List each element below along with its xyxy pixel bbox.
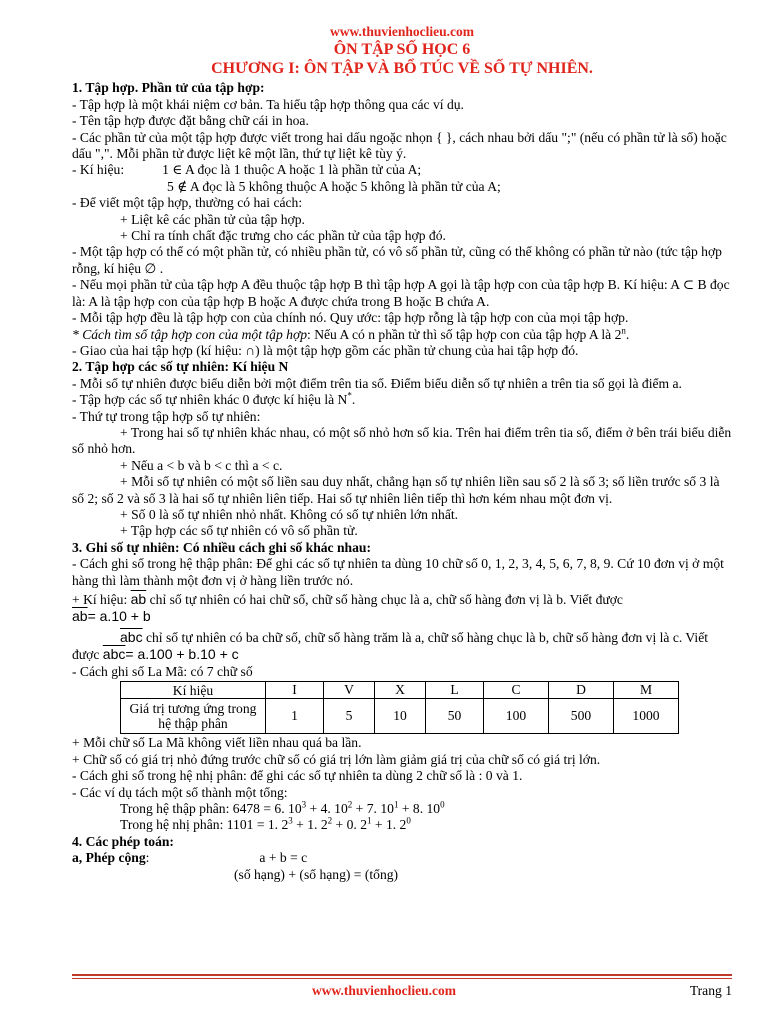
s3-line-4: - Cách ghi số La Mã: có 7 chữ số [72, 663, 253, 679]
addition-line: a, Phép cộng: a + b = c [72, 850, 308, 866]
abc-overline: $\overline{abc}$ [120, 628, 143, 645]
s1-line-9: * Cách tìm số tập hợp con của một tập hợp: Nếu A có n phần tử thì số tập hợp con của tập hợp A là 2$^n$. [72, 324, 630, 342]
chapter-title: CHƯƠNG I: ÔN TẬP VÀ BỔ TÚC VỀ SỐ TỰ NHIÊN. [211, 60, 593, 78]
s1-line-3: - Các phần tử của một tập hợp được viết trong hai dấu ngoặc nhọn { }, cách nhau bởi dấu ";" (nếu có phần tử là số) hoặc dấu ",". Mỗi phần tử được liệt kê một lần, thứ tự liệt kê tùy ý. [72, 129, 727, 162]
s3-line-8: - Các ví dụ tách một số thành một tổng: [72, 784, 288, 800]
footer-divider [72, 974, 732, 976]
binary-example: Trong hệ nhị phân: 1101 = 1. $2^3 + 1$. $2^2 + 0$. $2^1 + 1$. $2^0$ [120, 815, 411, 833]
s3-notation-abc: $\overline{abc}$ chỉ số tự nhiên có ba chữ số, chữ số hàng trăm là a, chữ số hàng chục là b, chữ số hàng đơn vị là c. Viết được $\overline{abc}= a.100 + b.10 + c$ [72, 628, 709, 663]
s3-line-7: - Cách ghi số trong hệ nhị phân: để ghi các số tự nhiên ta dùng 2 chữ số là : 0 và 1. [72, 768, 523, 784]
s3-notation-ab: + Kí hiệu: $\overline{ab}$ chỉ số tự nhiên có hai chữ số, chữ số hàng chục là a, chữ số hàng đơn vị là b. Viết được [72, 591, 623, 607]
s1-notation-1: - Kí hiệu: 1 ∈ A đọc là 1 thuộc A hoặc 1 là phần tử của A; [72, 162, 422, 178]
header-site-link[interactable]: www.thuvienhoclieu.com [329, 24, 474, 39]
s2-order-1: + Trong hai số tự nhiên khác nhau, có một số nhỏ hơn số kia. Trên hai điểm trên tia số, điểm ở bên trái biểu diễn số nhỏ hơn. [72, 424, 732, 457]
footer-divider-thin [72, 978, 732, 979]
table-row: Giá trị tương ứng trong hệ thập phân 1 5 10 50 100 500 1000 [121, 699, 679, 734]
section-3-heading: 3. Ghi số tự nhiên: Có nhiều cách ghi số khác nhau: [72, 539, 371, 555]
s1-line-7: - Nếu mọi phần tử của tập hợp A đều thuộc tập hợp B thì tập hợp A gọi là tập hợp con của tập hợp B. Kí hiệu: A ⊂ B đọc là: A là tập hợp con của tập hợp B hoặc A được chứa trong B hoặc B chứa A. [72, 277, 730, 309]
roman-numeral-table [120, 681, 679, 734]
section-4-heading: 4. Các phép toán: [72, 833, 174, 849]
s2-line-3: - Thứ tự trong tập hợp số tự nhiên: [72, 408, 261, 424]
s2-order-3: + Mỗi số tự nhiên có một số liền sau duy nhất, chẳng hạn số tự nhiên liền sau số 2 là số 3; số liền trước số 3 là số 2; số 2 và số 3 là hai số tự nhiên liên tiếp. Hai số tự nhiên liên tiếp thì hơn kém nhau một đơn vị. [72, 474, 720, 506]
s2-order-5: + Tập hợp các số tự nhiên có vô số phần tử. [120, 523, 358, 539]
s1-line-6: - Một tập hợp có thể có một phần tử, có nhiều phần tử, có vô số phần tử, cũng có thể không có phần tử nào (tức tập hợp rỗng, kí hiệu ∅ . [72, 244, 722, 276]
section-2-heading: 2. Tập hợp các số tự nhiên: Kí hiệu N [72, 359, 289, 375]
s3-line-5: + Mỗi chữ số La Mã không viết liền nhau quá ba lần. [72, 735, 362, 751]
s2-line-2: - Tập hợp các số tự nhiên khác 0 được kí hiệu là N*. [72, 390, 356, 408]
addition-terms: (số hạng) + (số hạng) = (tổng) [234, 866, 399, 882]
section-1-heading: 1. Tập hợp. Phần tử của tập hợp: [72, 80, 265, 96]
s1-method-1: + Liệt kê các phần tử của tập hợp. [120, 211, 305, 227]
s1-notation-2: 5 ∉ A đọc là 5 không thuộc A hoặc 5 không là phần tử của A; [167, 178, 501, 194]
decimal-example: Trong hệ thập phân: 6478 = 6. $10^3 + 4$. $10^2 + 7$. $10^1 + 8$. $10^0$ [120, 799, 445, 817]
s3-ab-formula: $\overline{ab}= a.10 + b$ [72, 608, 151, 625]
s1-line-1: - Tập hợp là một khái niệm cơ bản. Ta hiểu tập hợp thông qua các ví dụ. [72, 96, 464, 112]
document-page [72, 24, 732, 883]
s3-line-6: + Chữ số có giá trị nhỏ đứng trước chữ số có giá trị lớn làm giảm giá trị của chữ số có giá trị lớn. [72, 751, 601, 767]
ab-overline: $\overline{ab}$ [130, 591, 147, 607]
s2-line-1: - Mỗi số tự nhiên được biểu diễn bởi một điểm trên tia số. Điểm biểu diễn số tự nhiên a trên tia số gọi là điểm a. [72, 375, 682, 391]
s3-line-1: - Cách ghi số trong hệ thập phân: Để ghi các số tự nhiên ta dùng 10 chữ số 0, 1, 2, 3, 4, 5, 6, 7, 8, 9. Cứ 10 đơn vị ở một hàng thì làm thành một đơn vị ở hàng liền trước nó. [72, 556, 724, 588]
s2-order-4: + Số 0 là số tự nhiên nhỏ nhất. Không có số tự nhiên lớn nhất. [120, 506, 459, 522]
s2-order-2: + Nếu a < b và b < c thì a < c. [120, 457, 283, 473]
page-number: Trang 1 [689, 983, 732, 998]
s1-line-5: - Để viết một tập hợp, thường có hai cách: [72, 195, 303, 211]
document-title: ÔN TẬP SỐ HỌC 6 [333, 41, 471, 59]
s1-method-2: + Chỉ ra tính chất đặc trưng cho các phần tử của tập hợp đó. [120, 228, 446, 244]
s1-line-2: - Tên tập hợp được đặt bằng chữ cái in hoa. [72, 113, 309, 129]
s1-line-8: - Mỗi tập hợp đều là tập hợp con của chính nó. Quy ước: tập hợp rỗng là tập hợp con của mọi tập hợp. [72, 310, 629, 326]
footer-site-link[interactable]: www.thuvienhoclieu.com [311, 983, 456, 998]
table-row: Kí hiệu I V X L C D M [121, 682, 679, 699]
s1-line-10: - Giao của hai tập hợp (kí hiệu: ∩) là một tập hợp gồm các phần tử chung của hai tập hợp đó. [72, 342, 579, 358]
